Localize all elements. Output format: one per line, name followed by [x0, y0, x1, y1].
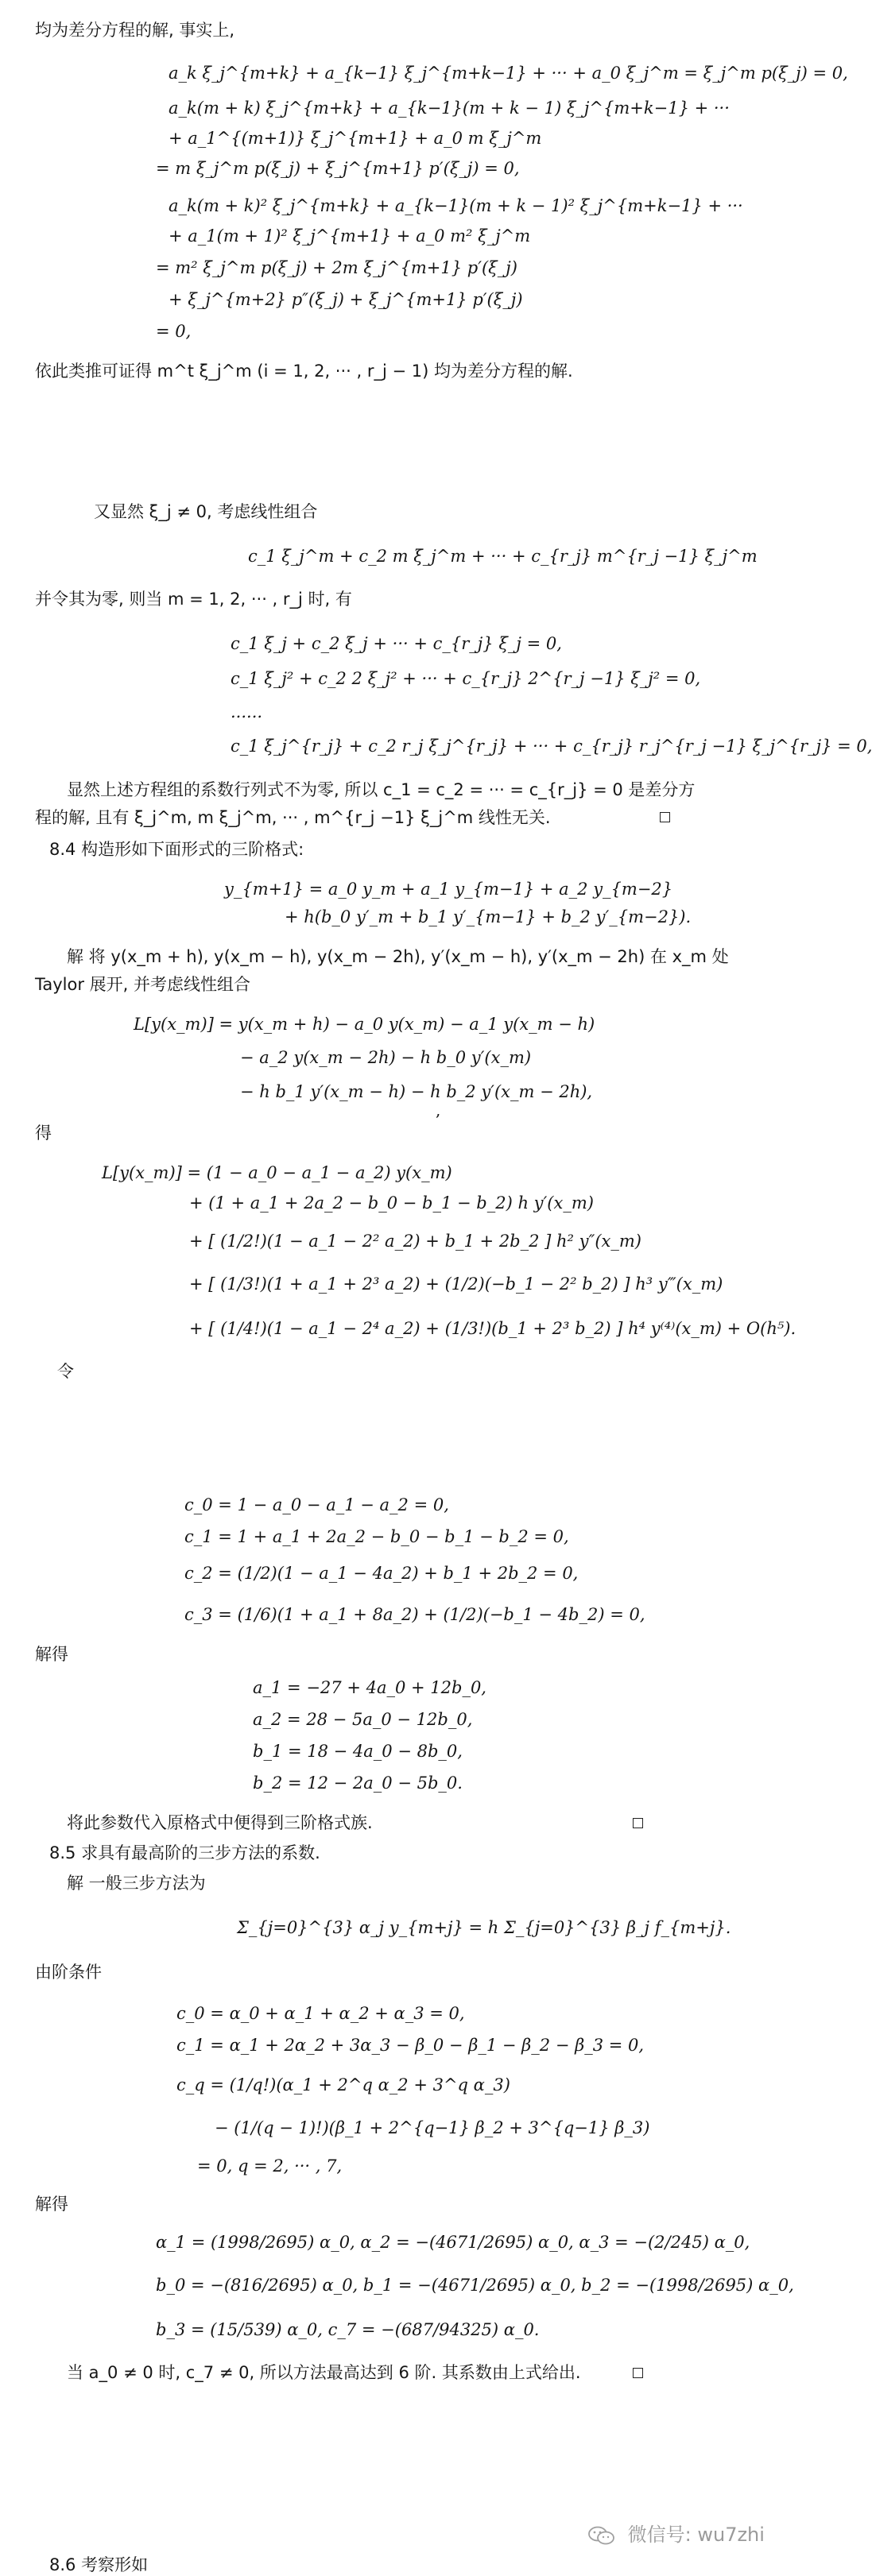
equation-line: y_{m+1} = a_0 y_m + a_1 y_{m−1} + a_2 y_{m−2} [224, 880, 673, 899]
equation-line: + h(b_0 y′_m + b_1 y′_{m−1} + b_2 y′_{m−2}). [285, 907, 692, 926]
text-line: 将此参数代入原格式中便得到三阶格式族. [67, 1813, 373, 1832]
equation-line: c_1 ξ_j + c_2 ξ_j + ··· + c_{r_j} ξ_j = 0, [231, 634, 562, 653]
text-line: 得 [35, 1124, 52, 1143]
watermark [588, 2519, 765, 2547]
equation-line: ...... [231, 702, 263, 721]
equation-line: − a_2 y(x_m − 2h) − h b_0 y′(x_m) [240, 1048, 532, 1067]
text-line: 解 一般三步方法为 [67, 1874, 206, 1893]
equation-line: a_k(m + k) ξ_j^{m+k} + a_{k−1}(m + k − 1) ξ_j^{m+k−1} + ··· [169, 99, 730, 118]
equation-line: = 0, [156, 322, 192, 341]
equation-line: + ξ_j^{m+2} p″(ξ_j) + ξ_j^{m+1} p′(ξ_j) [169, 290, 523, 309]
equation-line: α_1 = (1998/2695) α_0, α_2 = −(4671/2695) α_0, α_3 = −(2/245) α_0, [156, 2233, 750, 2252]
equation-line: b_2 = 12 − 2a_0 − 5b_0. [253, 1773, 463, 1793]
equation-line: + [ (1/2!)(1 − a_1 − 2² a_2) + b_1 + 2b_2 ] h² y″(x_m) [189, 1232, 641, 1251]
equation-line: c_1 ξ_j² + c_2 2 ξ_j² + ··· + c_{r_j} 2^{r_j −1} ξ_j² = 0, [231, 669, 701, 688]
stray-mark: , [436, 1100, 441, 1120]
equation-line: a_2 = 28 − 5a_0 − 12b_0, [253, 1710, 473, 1729]
wechat-icon [588, 2526, 615, 2545]
equation-line: c_1 = α_1 + 2α_2 + 3α_3 − β_0 − β_1 − β_2 − β_3 = 0, [176, 2036, 645, 2055]
equation-line: c_3 = (1/6)(1 + a_1 + 8a_2) + (1/2)(−b_1 − 4b_2) = 0, [184, 1605, 645, 1624]
text-line: 并令其为零, 则当 m = 1, 2, ··· , r_j 时, 有 [35, 590, 352, 609]
text-line: 解得 [35, 1645, 68, 1664]
equation-line: a_1 = −27 + 4a_0 + 12b_0, [253, 1678, 486, 1697]
equation-line: + [ (1/3!)(1 + a_1 + 2³ a_2) + (1/2)(−b_1 − 2² b_2) ] h³ y‴(x_m) [189, 1274, 723, 1294]
text-line: 显然上述方程组的系数行列式不为零, 所以 c_1 = c_2 = ··· = c_{r_j} = 0 是差分方 [67, 780, 696, 799]
text-line: 8.4 构造形如下面形式的三阶格式: [49, 840, 304, 859]
text-line: 程的解, 且有 ξ_j^m, m ξ_j^m, ··· , m^{r_j −1} ξ_j^m 线性无关. [35, 808, 551, 827]
equation-line: a_k ξ_j^{m+k} + a_{k−1} ξ_j^{m+k−1} + ··· + a_0 ξ_j^m = ξ_j^m p(ξ_j) = 0, [169, 64, 848, 83]
equation-line: + (1 + a_1 + 2a_2 − b_0 − b_1 − b_2) h y′(x_m) [189, 1193, 594, 1213]
equation-line: c_0 = 1 − a_0 − a_1 − a_2 = 0, [184, 1495, 449, 1514]
qed-square-icon [633, 1818, 643, 1828]
equation-line: Σ_{j=0}^{3} α_j y_{m+j} = h Σ_{j=0}^{3} β_j f_{m+j}. [237, 1918, 731, 1937]
equation-line: c_2 = (1/2)(1 − a_1 − 4a_2) + b_1 + 2b_2 = 0, [184, 1564, 579, 1583]
qed-square-icon [660, 812, 670, 822]
equation-line: c_q = (1/q!)(α_1 + 2^q α_2 + 3^q α_3) [176, 2075, 510, 2094]
equation-line: c_0 = α_0 + α_1 + α_2 + α_3 = 0, [176, 2004, 465, 2023]
qed-square-icon [633, 2368, 643, 2378]
equation-line: L[y(x_m)] = (1 − a_0 − a_1 − a_2) y(x_m) [102, 1163, 452, 1182]
text-line: 当 a_0 ≠ 0 时, c_7 ≠ 0, 所以方法最高达到 6 阶. 其系数由上式给出. [67, 2363, 581, 2382]
equation-line: − (1/(q − 1)!)(β_1 + 2^{q−1} β_2 + 3^{q−1} β_3) [215, 2118, 650, 2137]
equation-line: + a_1(m + 1)² ξ_j^{m+1} + a_0 m² ξ_j^m [169, 226, 531, 246]
equation-line: c_1 ξ_j^m + c_2 m ξ_j^m + ··· + c_{r_j} m^{r_j −1} ξ_j^m [248, 547, 758, 566]
equation-line: b_1 = 18 − 4a_0 − 8b_0, [253, 1742, 463, 1761]
text-line: 解得 [35, 2195, 68, 2214]
equation-line: b_0 = −(816/2695) α_0, b_1 = −(4671/2695) α_0, b_2 = −(1998/2695) α_0, [156, 2276, 794, 2295]
text-line: Taylor 展开, 并考虑线性组合 [35, 975, 250, 994]
text-line: 又显然 ξ_j ≠ 0, 考虑线性组合 [94, 502, 318, 521]
equation-line: c_1 = 1 + a_1 + 2a_2 − b_0 − b_1 − b_2 = 0, [184, 1527, 569, 1546]
text-line: 解 将 y(x_m + h), y(x_m − h), y(x_m − 2h), y′(x_m − h), y′(x_m − 2h) 在 x_m 处 [67, 947, 729, 966]
equation-line: L[y(x_m)] = y(x_m + h) − a_0 y(x_m) − a_1 y(x_m − h) [134, 1015, 595, 1034]
text-line: 8.5 求具有最高阶的三步方法的系数. [49, 1843, 320, 1862]
equation-line: = m² ξ_j^m p(ξ_j) + 2m ξ_j^{m+1} p′(ξ_j) [156, 258, 517, 277]
watermark-text: 微信号: wu7zhi [627, 2524, 765, 2546]
equation-line: + [ (1/4!)(1 − a_1 − 2⁴ a_2) + (1/3!)(b_1 + 2³ b_2) ] h⁴ y⁽⁴⁾(x_m) + O(h⁵). [189, 1319, 796, 1338]
equation-line: = m ξ_j^m p(ξ_j) + ξ_j^{m+1} p′(ξ_j) = 0, [156, 159, 520, 178]
equation-line: = 0, q = 2, ··· , 7, [197, 2156, 343, 2176]
equation-line: a_k(m + k)² ξ_j^{m+k} + a_{k−1}(m + k − 1)² ξ_j^{m+k−1} + ··· [169, 196, 743, 215]
equation-line: c_1 ξ_j^{r_j} + c_2 r_j ξ_j^{r_j} + ··· + c_{r_j} r_j^{r_j −1} ξ_j^{r_j} = 0, [231, 737, 872, 756]
equation-line: b_3 = (15/539) α_0, c_7 = −(687/94325) α_0. [156, 2320, 540, 2339]
equation-line: − h b_1 y′(x_m − h) − h b_2 y′(x_m − 2h), [240, 1082, 593, 1101]
text-line: 8.6 考察形如 [49, 2555, 149, 2574]
text-line: 由阶条件 [35, 1963, 102, 1982]
text-line: 依此类推可证得 m^t ξ_j^m (i = 1, 2, ··· , r_j − 1) 均为差分方程的解. [35, 362, 573, 381]
equation-line: + a_1^{(m+1)} ξ_j^{m+1} + a_0 m ξ_j^m [169, 129, 542, 148]
text-line: 均为差分方程的解, 事实上, [35, 21, 235, 40]
text-line: 令 [57, 1362, 74, 1381]
